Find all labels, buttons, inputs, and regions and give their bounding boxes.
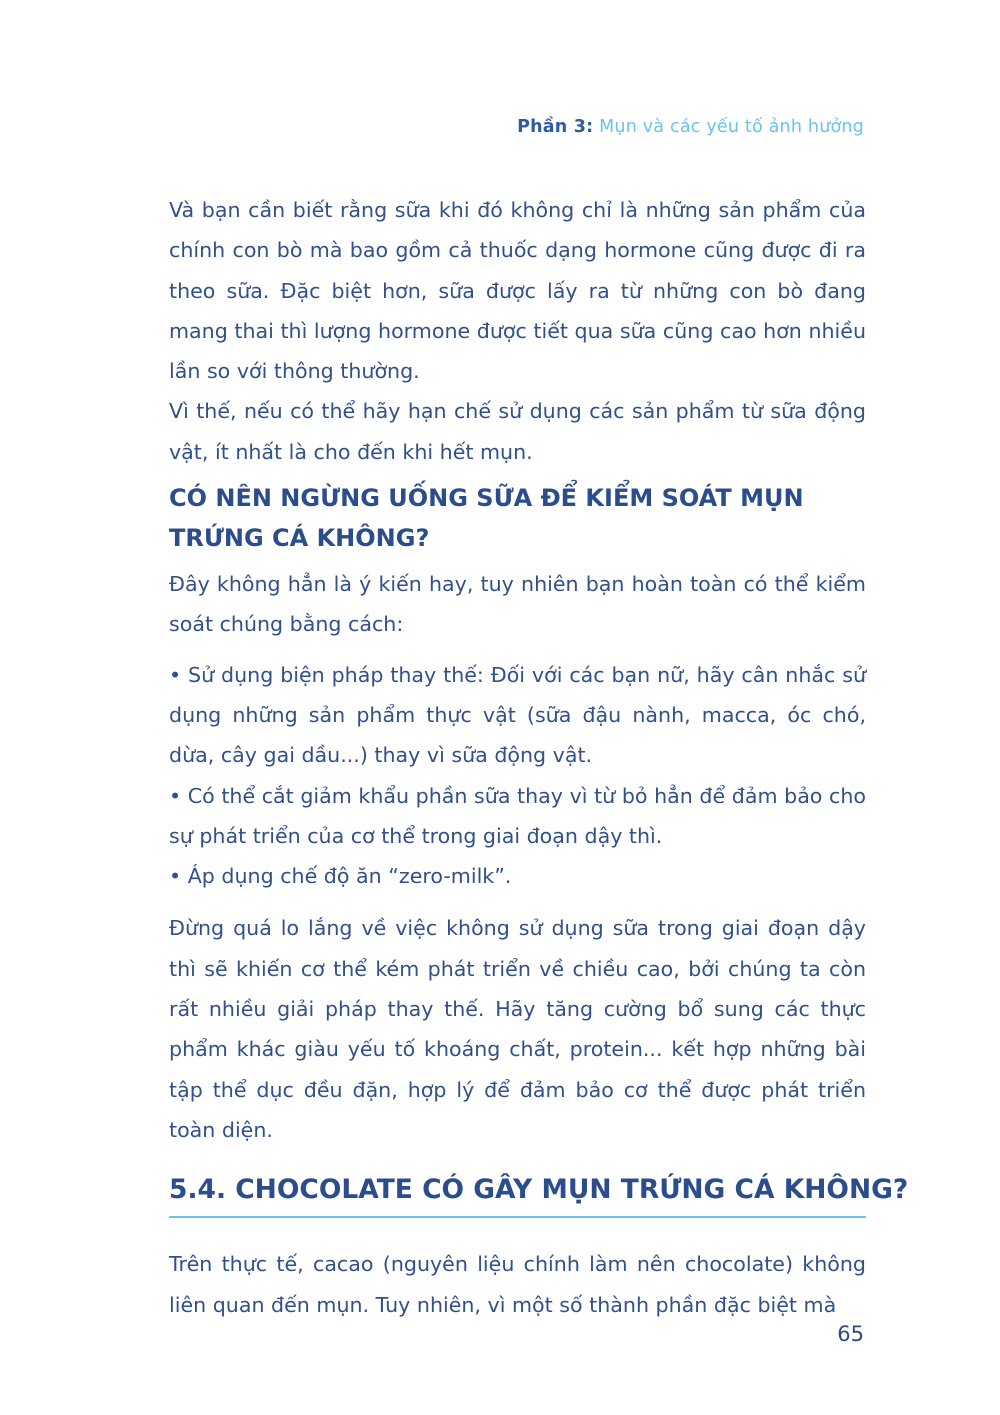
bullet-item-reduce: • Có thể cắt giảm khẩu phần sữa thay vì từ bỏ hẳn để đảm bảo cho sự phát triển của cơ thể trong giai đoạn dậy thì.: [169, 783, 866, 848]
bullet-list: [169, 655, 866, 897]
page-number: 65: [837, 1322, 864, 1346]
paragraph-control-intro: Đây không hẳn là ý kiến hay, tuy nhiên bạn hoàn toàn có thể kiểm soát chúng bằng cách:: [169, 572, 866, 637]
paragraph-limit-dairy: Vì thế, nếu có thể hãy hạn chế sử dụng các sản phẩm từ sữa động vật, ít nhất là cho đến khi hết mụn.: [169, 399, 866, 464]
part-label: Phần 3:: [517, 117, 594, 137]
paragraph-cacao: Trên thực tế, cacao (nguyên liệu chính làm nên chocolate) không liên quan đến mụn. Tuy nhiên, vì một số thành phần đặc biệt mà: [169, 1252, 866, 1317]
page-content: [169, 190, 909, 1325]
subheading-stop-milk: CÓ NÊN NGỪNG UỐNG SỮA ĐỂ KIỂM SOÁT MỤN TRỨNG CÁ KHÔNG?: [169, 484, 804, 553]
bullet-item-substitute: • Sử dụng biện pháp thay thế: Đối với các bạn nữ, hãy cân nhắc sử dụng những sản phẩm thực vật (sữa đậu nành, macca, óc chó, dừa, cây gai dầu...) thay vì sữa động vật.: [169, 662, 866, 768]
paragraph-dont-worry: Đừng quá lo lắng về việc không sử dụng sữa trong giai đoạn dậy thì sẽ khiến cơ thể kém phát triển về chiều cao, bởi chúng ta còn rất nhiều giải pháp thay thế. Hãy tăng cường bổ sung các thực phẩm khác giàu yếu tố khoáng chất, protein... kết hợp những bài tập thể dục đều đặn, hợp lý để đảm bảo cơ thể được phát triển toàn diện.: [169, 916, 866, 1142]
paragraph-milk-hormones: Và bạn cần biết rằng sữa khi đó không chỉ là những sản phẩm của chính con bò mà bao gồm cả thuốc dạng hormone cũng được đi ra theo sữa. Đặc biệt hơn, sữa được lấy ra từ những con bò đang mang thai thì lượng hormone được tiết qua sữa cũng cao hơn nhiều lần so với thông thường.: [169, 198, 866, 384]
section-title-chocolate: 5.4. CHOCOLATE CÓ GÂY MỤN TRỨNG CÁ KHÔNG?: [169, 1170, 866, 1218]
bullet-item-zero-milk: • Áp dụng chế độ ăn “zero-milk”.: [169, 864, 512, 889]
part-title: Mụn và các yếu tố ảnh hưởng: [599, 117, 864, 137]
running-header: [517, 117, 864, 137]
